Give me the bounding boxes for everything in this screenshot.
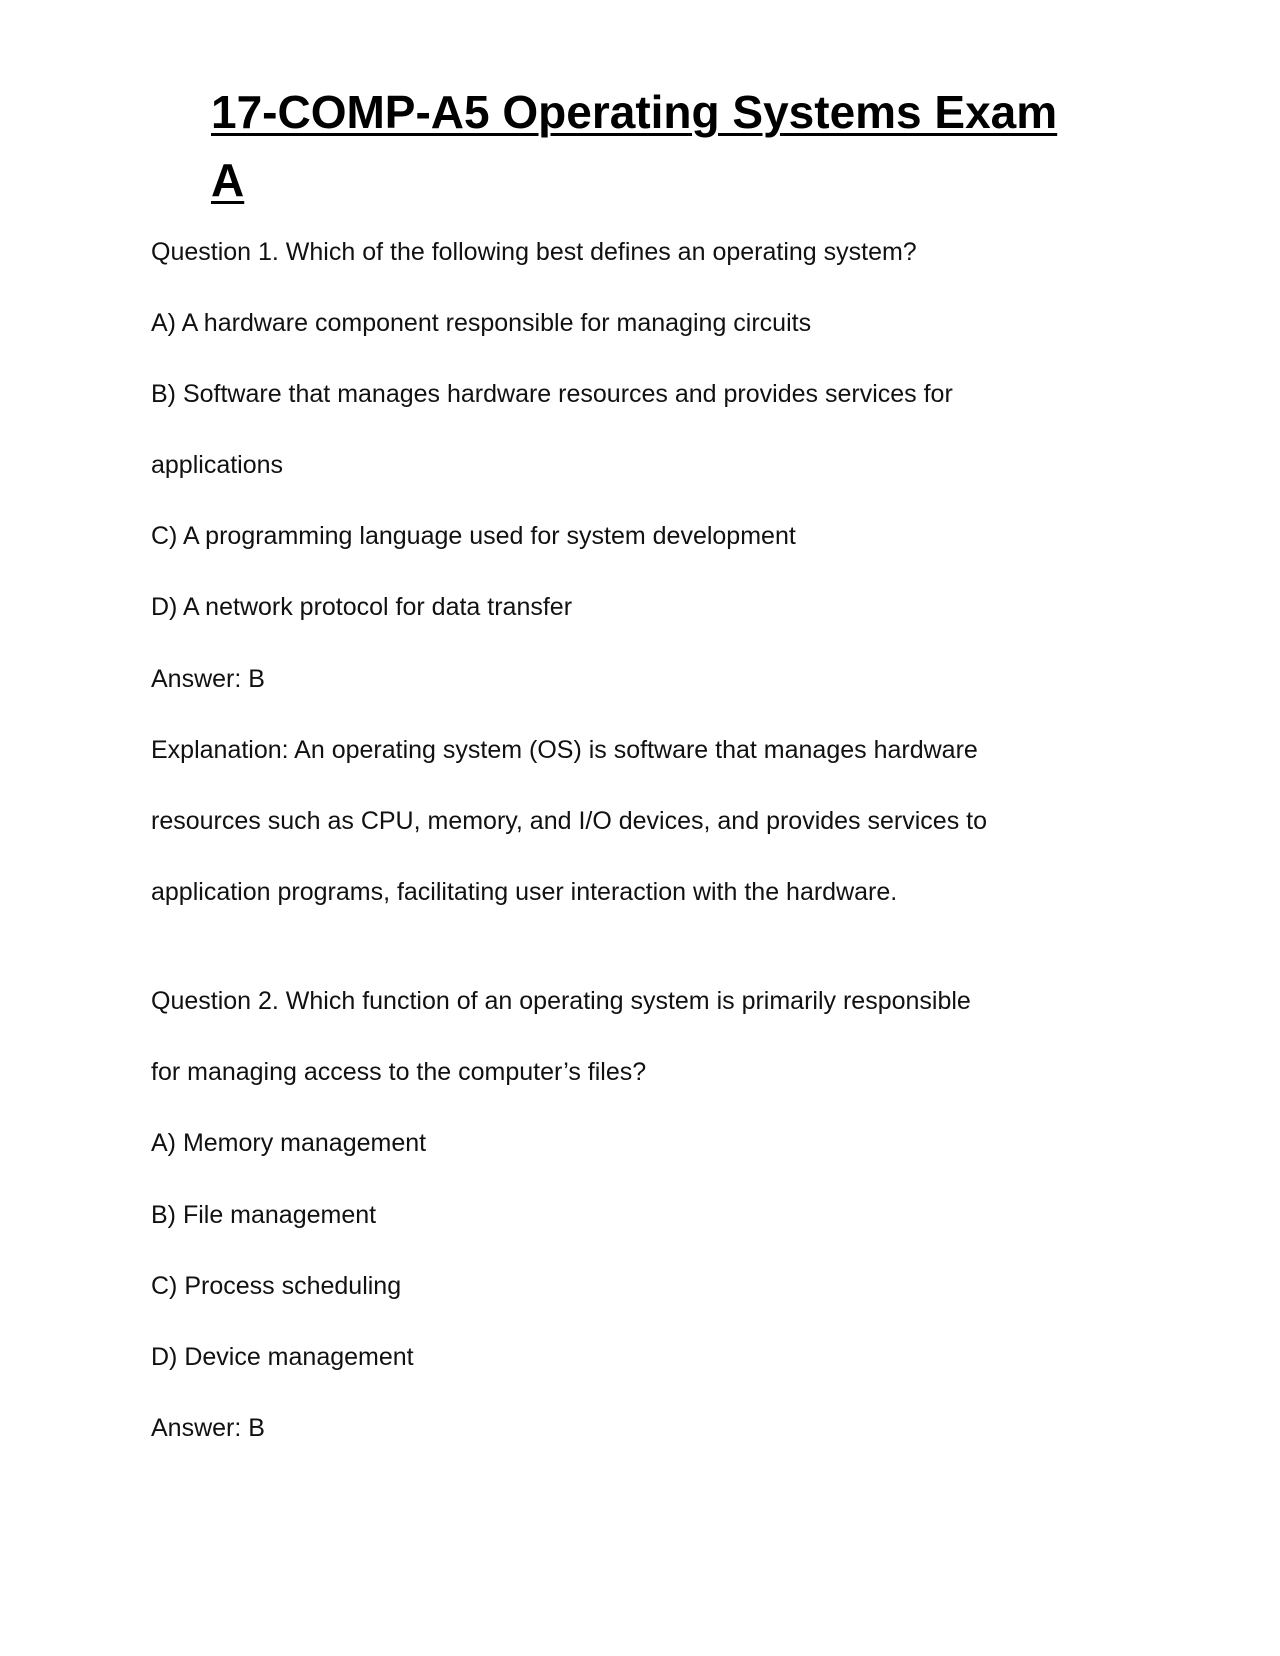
question-1-option-d: D) A network protocol for data transfer: [151, 593, 573, 621]
question-2-text-line-2: for managing access to the computer’s files?: [151, 1058, 647, 1086]
document-title: 17-COMP-A5 Operating Systems Exam A: [211, 86, 1058, 206]
question-1-option-a: A) A hardware component responsible for managing circuits: [151, 309, 812, 337]
question-1-option-b: B) Software that manages hardware resources and provides services for: [151, 380, 953, 408]
question-2-answer: Answer: B: [151, 1414, 265, 1442]
question-1-explanation-line-3: application programs, facilitating user interaction with the hardware.: [151, 878, 898, 906]
question-1-text: Question 1. Which of the following best defines an operating system?: [151, 238, 917, 266]
question-2-text-line-1: Question 2. Which function of an operating system is primarily responsible: [151, 987, 971, 1015]
question-2-option-d: D) Device management: [151, 1343, 414, 1371]
question-1-explanation-line-1: Explanation: An operating system (OS) is software that manages hardware: [151, 736, 978, 764]
question-1-explanation-line-2: resources such as CPU, memory, and I/O devices, and provides services to: [151, 807, 987, 835]
question-2-option-a: A) Memory management: [151, 1129, 427, 1157]
question-1-option-c: C) A programming language used for system development: [151, 522, 796, 550]
question-2-option-b: B) File management: [151, 1201, 377, 1229]
question-1-option-b-continued: applications: [151, 451, 284, 479]
question-1-answer: Answer: B: [151, 665, 265, 693]
question-2-option-c: C) Process scheduling: [151, 1272, 402, 1300]
